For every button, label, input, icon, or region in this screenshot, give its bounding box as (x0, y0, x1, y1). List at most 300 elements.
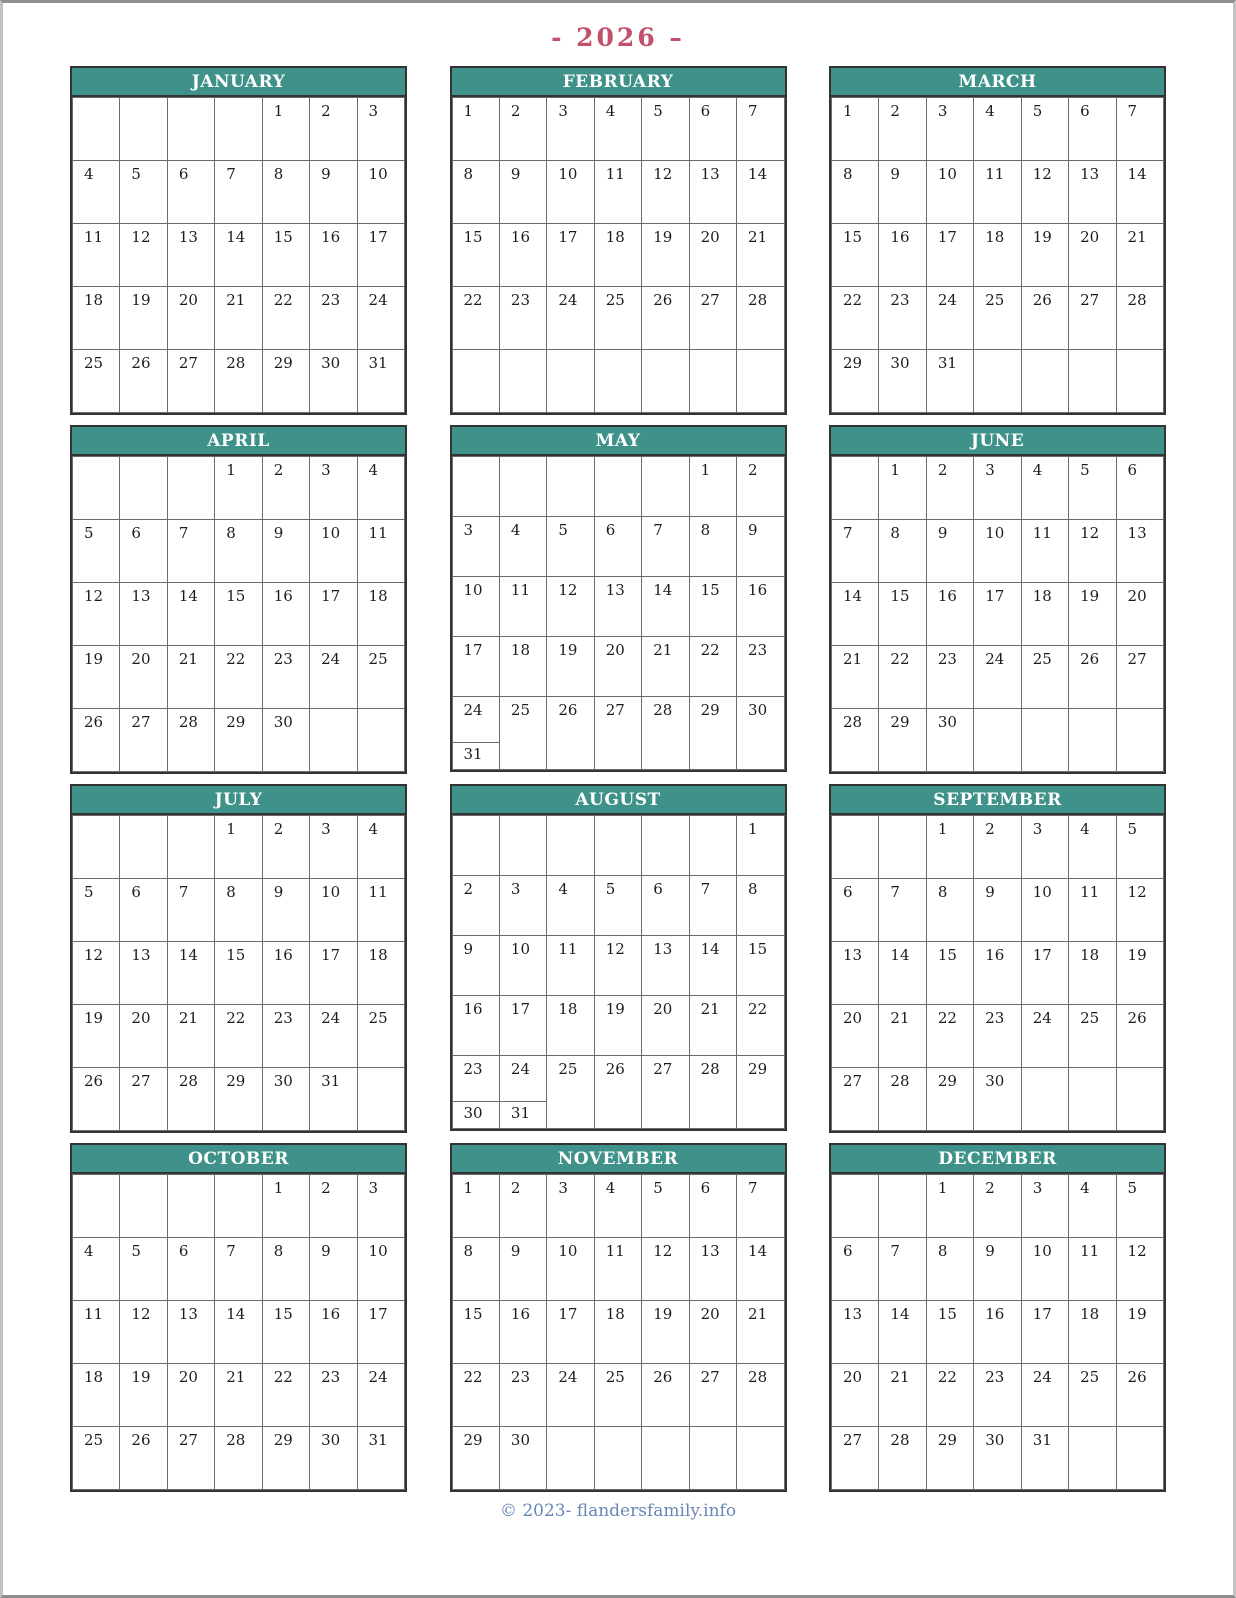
day-cell: 29 (926, 1427, 973, 1490)
day-cell: 16 (974, 942, 1021, 1005)
day-cell: 7 (737, 1175, 784, 1238)
day-cell: 17 (974, 583, 1021, 646)
day-cell: 10 (499, 936, 546, 996)
month-january (70, 66, 407, 415)
day-cell: 16 (974, 1301, 1021, 1364)
day-cell: 3 (357, 1175, 404, 1238)
day-cell: 28 (215, 1427, 262, 1490)
day-cell: 30 (737, 697, 784, 770)
month-name-label: DECEMBER (831, 1145, 1164, 1174)
day-cell: 25 (73, 1427, 120, 1490)
day-cell: 17 (1021, 1301, 1068, 1364)
day-cell: 2 (737, 457, 784, 517)
day-cell: 24 (310, 646, 357, 709)
day-cell: 30 (974, 1068, 1021, 1131)
day-cell: 26 (1021, 287, 1068, 350)
day-cell: 30 (262, 709, 309, 772)
day-cell: 16 (310, 1301, 357, 1364)
day-cell: 2 (310, 1175, 357, 1238)
day-cell: 26 (120, 350, 167, 413)
day-cell: 17 (547, 224, 594, 287)
day-cell: 3 (926, 98, 973, 161)
empty-day-cell (73, 816, 120, 879)
empty-day-cell (594, 816, 641, 876)
day-cell: 16 (499, 1301, 546, 1364)
day-cell: 8 (689, 517, 736, 577)
day-cell: 23 (499, 287, 546, 350)
day-cell: 10 (547, 1238, 594, 1301)
empty-day-cell (167, 98, 214, 161)
day-cell: 29 (879, 709, 926, 772)
day-cell: 1 (689, 457, 736, 517)
day-cell: 20 (1069, 224, 1116, 287)
month-day-grid (72, 815, 405, 1131)
day-cell: 28 (879, 1427, 926, 1490)
day-cell: 12 (642, 161, 689, 224)
day-cell: 17 (926, 224, 973, 287)
day-cell: 25 (357, 646, 404, 709)
day-cell: 18 (547, 996, 594, 1056)
day-cell: 12 (1116, 1238, 1163, 1301)
day-cell: 21 (832, 646, 879, 709)
day-cell: 8 (879, 520, 926, 583)
empty-day-cell (879, 1175, 926, 1238)
day-cell: 19 (1116, 942, 1163, 1005)
empty-day-cell (452, 816, 499, 876)
day-cell: 8 (926, 879, 973, 942)
day-cell: 18 (974, 224, 1021, 287)
day-cell: 25 (499, 697, 546, 770)
day-cell: 22 (452, 287, 499, 350)
empty-day-cell (547, 350, 594, 413)
day-cell: 25 (1069, 1005, 1116, 1068)
empty-day-cell (594, 350, 641, 413)
day-cell: 11 (73, 224, 120, 287)
day-cell: 13 (689, 161, 736, 224)
empty-day-cell (73, 98, 120, 161)
day-cell: 30 (452, 1102, 499, 1129)
day-cell: 10 (926, 161, 973, 224)
empty-day-cell (120, 816, 167, 879)
day-cell: 1 (832, 98, 879, 161)
empty-day-cell (167, 1175, 214, 1238)
day-cell: 17 (357, 1301, 404, 1364)
day-cell: 18 (1069, 942, 1116, 1005)
empty-day-cell (832, 1175, 879, 1238)
day-cell: 13 (120, 942, 167, 1005)
day-cell: 21 (737, 224, 784, 287)
day-cell: 6 (832, 879, 879, 942)
day-cell: 6 (120, 520, 167, 583)
day-cell: 1 (879, 457, 926, 520)
day-cell: 20 (832, 1364, 879, 1427)
month-name-label: FEBRUARY (452, 68, 785, 97)
day-cell: 14 (215, 224, 262, 287)
day-cell: 2 (974, 1175, 1021, 1238)
empty-day-cell (1116, 709, 1163, 772)
day-cell: 20 (594, 637, 641, 697)
empty-day-cell (1069, 1427, 1116, 1490)
month-name-label: NOVEMBER (452, 1145, 785, 1174)
empty-day-cell (832, 457, 879, 520)
day-cell: 20 (167, 1364, 214, 1427)
day-cell: 5 (1021, 98, 1068, 161)
day-cell: 28 (737, 1364, 784, 1427)
day-cell: 20 (120, 1005, 167, 1068)
empty-day-cell (879, 816, 926, 879)
day-cell: 21 (737, 1301, 784, 1364)
empty-day-cell (594, 457, 641, 517)
day-cell: 23 (737, 637, 784, 697)
day-cell: 20 (167, 287, 214, 350)
month-day-grid (831, 1174, 1164, 1490)
day-cell: 19 (1116, 1301, 1163, 1364)
day-cell: 15 (926, 1301, 973, 1364)
day-cell: 10 (310, 879, 357, 942)
day-cell: 14 (689, 936, 736, 996)
day-cell: 26 (120, 1427, 167, 1490)
day-cell: 15 (879, 583, 926, 646)
month-name-label: OCTOBER (72, 1145, 405, 1174)
day-cell: 4 (1021, 457, 1068, 520)
day-cell: 3 (357, 98, 404, 161)
day-cell: 21 (1116, 224, 1163, 287)
day-cell: 8 (452, 1238, 499, 1301)
month-day-grid (452, 1174, 785, 1490)
day-cell: 23 (452, 1056, 499, 1102)
day-cell: 27 (1116, 646, 1163, 709)
day-cell: 6 (689, 98, 736, 161)
empty-day-cell (1116, 1427, 1163, 1490)
day-cell: 24 (310, 1005, 357, 1068)
day-cell: 21 (167, 1005, 214, 1068)
day-cell: 14 (167, 942, 214, 1005)
day-cell: 29 (215, 1068, 262, 1131)
day-cell: 23 (974, 1364, 1021, 1427)
day-cell: 16 (310, 224, 357, 287)
day-cell: 31 (499, 1102, 546, 1129)
day-cell: 28 (642, 697, 689, 770)
day-cell: 16 (879, 224, 926, 287)
empty-day-cell (642, 816, 689, 876)
day-cell: 8 (926, 1238, 973, 1301)
day-cell: 10 (357, 1238, 404, 1301)
month-name-label: AUGUST (452, 786, 785, 815)
day-cell: 9 (310, 161, 357, 224)
day-cell: 24 (1021, 1005, 1068, 1068)
day-cell: 15 (832, 224, 879, 287)
day-cell: 12 (1021, 161, 1068, 224)
day-cell: 7 (832, 520, 879, 583)
day-cell: 26 (1116, 1364, 1163, 1427)
day-cell: 5 (642, 98, 689, 161)
empty-day-cell (974, 350, 1021, 413)
day-cell: 14 (879, 942, 926, 1005)
day-cell: 26 (594, 1056, 641, 1129)
day-cell: 26 (547, 697, 594, 770)
day-cell: 23 (262, 1005, 309, 1068)
day-cell: 5 (1116, 1175, 1163, 1238)
day-cell: 15 (452, 224, 499, 287)
day-cell: 22 (262, 1364, 309, 1427)
empty-day-cell (452, 457, 499, 517)
day-cell: 15 (215, 942, 262, 1005)
month-day-grid (72, 456, 405, 772)
empty-day-cell (120, 457, 167, 520)
month-day-grid (831, 815, 1164, 1131)
day-cell: 5 (1116, 816, 1163, 879)
empty-day-cell (594, 1427, 641, 1490)
day-cell: 21 (215, 1364, 262, 1427)
day-cell: 20 (1116, 583, 1163, 646)
day-cell: 6 (1069, 98, 1116, 161)
day-cell: 9 (974, 879, 1021, 942)
empty-day-cell (1116, 1068, 1163, 1131)
day-cell: 15 (215, 583, 262, 646)
empty-day-cell (547, 816, 594, 876)
month-day-grid (452, 815, 785, 1129)
day-cell: 14 (737, 161, 784, 224)
day-cell: 22 (215, 646, 262, 709)
day-cell: 18 (1069, 1301, 1116, 1364)
empty-day-cell (642, 350, 689, 413)
day-cell: 7 (737, 98, 784, 161)
day-cell: 25 (974, 287, 1021, 350)
day-cell: 3 (1021, 816, 1068, 879)
day-cell: 9 (262, 879, 309, 942)
day-cell: 12 (73, 942, 120, 1005)
day-cell: 7 (215, 1238, 262, 1301)
day-cell: 25 (1021, 646, 1068, 709)
day-cell: 20 (832, 1005, 879, 1068)
day-cell: 14 (167, 583, 214, 646)
empty-day-cell (1069, 709, 1116, 772)
day-cell: 23 (879, 287, 926, 350)
day-cell: 4 (547, 876, 594, 936)
month-name-label: SEPTEMBER (831, 786, 1164, 815)
empty-day-cell (832, 816, 879, 879)
day-cell: 29 (262, 1427, 309, 1490)
months-grid (70, 66, 1166, 1492)
day-cell: 12 (73, 583, 120, 646)
day-cell: 18 (1021, 583, 1068, 646)
day-cell: 7 (879, 1238, 926, 1301)
day-cell: 17 (499, 996, 546, 1056)
day-cell: 21 (879, 1005, 926, 1068)
month-december (829, 1143, 1166, 1492)
day-cell: 11 (547, 936, 594, 996)
day-cell: 1 (452, 1175, 499, 1238)
day-cell: 11 (594, 161, 641, 224)
day-cell: 3 (452, 517, 499, 577)
day-cell: 3 (499, 876, 546, 936)
day-cell: 26 (642, 1364, 689, 1427)
empty-day-cell (547, 1427, 594, 1490)
day-cell: 18 (73, 1364, 120, 1427)
day-cell: 19 (120, 287, 167, 350)
day-cell: 6 (167, 1238, 214, 1301)
day-cell: 2 (926, 457, 973, 520)
day-cell: 22 (689, 637, 736, 697)
day-cell: 25 (594, 287, 641, 350)
empty-day-cell (357, 1068, 404, 1131)
day-cell: 3 (547, 1175, 594, 1238)
day-cell: 7 (167, 879, 214, 942)
day-cell: 9 (310, 1238, 357, 1301)
empty-day-cell (120, 98, 167, 161)
day-cell: 17 (357, 224, 404, 287)
day-cell: 14 (879, 1301, 926, 1364)
day-cell: 17 (310, 942, 357, 1005)
day-cell: 1 (926, 1175, 973, 1238)
month-day-grid (452, 456, 785, 770)
month-day-grid (831, 97, 1164, 413)
day-cell: 9 (499, 161, 546, 224)
day-cell: 14 (737, 1238, 784, 1301)
day-cell: 12 (120, 224, 167, 287)
day-cell: 27 (689, 287, 736, 350)
empty-day-cell (1021, 709, 1068, 772)
day-cell: 26 (1069, 646, 1116, 709)
day-cell: 23 (974, 1005, 1021, 1068)
day-cell: 4 (594, 1175, 641, 1238)
day-cell: 21 (642, 637, 689, 697)
day-cell: 16 (262, 942, 309, 1005)
day-cell: 6 (594, 517, 641, 577)
day-cell: 3 (310, 457, 357, 520)
month-day-grid (452, 97, 785, 413)
empty-day-cell (1116, 350, 1163, 413)
day-cell: 28 (879, 1068, 926, 1131)
day-cell: 27 (120, 709, 167, 772)
day-cell: 29 (689, 697, 736, 770)
day-cell: 22 (737, 996, 784, 1056)
day-cell: 30 (310, 1427, 357, 1490)
day-cell: 10 (547, 161, 594, 224)
day-cell: 24 (926, 287, 973, 350)
day-cell: 18 (73, 287, 120, 350)
day-cell: 10 (310, 520, 357, 583)
day-cell: 29 (215, 709, 262, 772)
day-cell: 24 (357, 1364, 404, 1427)
day-cell: 7 (215, 161, 262, 224)
day-cell: 26 (1116, 1005, 1163, 1068)
day-cell: 30 (310, 350, 357, 413)
day-cell: 12 (120, 1301, 167, 1364)
day-cell: 24 (1021, 1364, 1068, 1427)
day-cell: 19 (1021, 224, 1068, 287)
day-cell: 8 (262, 161, 309, 224)
day-cell: 27 (832, 1427, 879, 1490)
day-cell: 4 (974, 98, 1021, 161)
day-cell: 18 (499, 637, 546, 697)
day-cell: 3 (547, 98, 594, 161)
day-cell: 26 (642, 287, 689, 350)
day-cell: 1 (926, 816, 973, 879)
day-cell: 2 (499, 98, 546, 161)
day-cell: 24 (357, 287, 404, 350)
month-day-grid (72, 97, 405, 413)
day-cell: 28 (167, 1068, 214, 1131)
day-cell: 2 (452, 876, 499, 936)
empty-day-cell (215, 98, 262, 161)
day-cell: 12 (642, 1238, 689, 1301)
day-cell: 13 (167, 1301, 214, 1364)
day-cell: 9 (737, 517, 784, 577)
day-cell: 22 (926, 1005, 973, 1068)
day-cell: 23 (310, 1364, 357, 1427)
day-cell: 3 (310, 816, 357, 879)
day-cell: 22 (215, 1005, 262, 1068)
day-cell: 9 (262, 520, 309, 583)
day-cell: 15 (262, 224, 309, 287)
day-cell: 28 (689, 1056, 736, 1129)
empty-day-cell (357, 709, 404, 772)
day-cell: 10 (1021, 1238, 1068, 1301)
month-day-grid (72, 1174, 405, 1490)
day-cell: 14 (832, 583, 879, 646)
day-cell: 2 (262, 457, 309, 520)
day-cell: 13 (1069, 161, 1116, 224)
day-cell: 21 (215, 287, 262, 350)
empty-day-cell (499, 350, 546, 413)
empty-day-cell (120, 1175, 167, 1238)
empty-day-cell (689, 816, 736, 876)
empty-day-cell (73, 457, 120, 520)
day-cell: 2 (974, 816, 1021, 879)
day-cell: 31 (357, 350, 404, 413)
month-name-label: MARCH (831, 68, 1164, 97)
day-cell: 19 (1069, 583, 1116, 646)
day-cell: 19 (547, 637, 594, 697)
empty-day-cell (974, 709, 1021, 772)
day-cell: 24 (452, 697, 499, 743)
day-cell: 1 (262, 98, 309, 161)
day-cell: 11 (73, 1301, 120, 1364)
day-cell: 31 (357, 1427, 404, 1490)
day-cell: 8 (452, 161, 499, 224)
month-name-label: APRIL (72, 427, 405, 456)
day-cell: 17 (310, 583, 357, 646)
empty-day-cell (737, 350, 784, 413)
day-cell: 11 (1069, 879, 1116, 942)
month-name-label: JANUARY (72, 68, 405, 97)
day-cell: 31 (926, 350, 973, 413)
day-cell: 19 (120, 1364, 167, 1427)
day-cell: 7 (1116, 98, 1163, 161)
day-cell: 9 (499, 1238, 546, 1301)
empty-day-cell (452, 350, 499, 413)
day-cell: 4 (357, 816, 404, 879)
day-cell: 28 (737, 287, 784, 350)
day-cell: 19 (642, 1301, 689, 1364)
day-cell: 12 (1069, 520, 1116, 583)
month-july (70, 784, 407, 1133)
day-cell: 1 (737, 816, 784, 876)
day-cell: 13 (832, 942, 879, 1005)
day-cell: 22 (879, 646, 926, 709)
day-cell: 27 (594, 697, 641, 770)
day-cell: 27 (167, 1427, 214, 1490)
day-cell: 21 (167, 646, 214, 709)
day-cell: 15 (926, 942, 973, 1005)
day-cell: 27 (167, 350, 214, 413)
day-cell: 9 (974, 1238, 1021, 1301)
day-cell: 15 (737, 936, 784, 996)
day-cell: 10 (452, 577, 499, 637)
empty-day-cell (737, 1427, 784, 1490)
day-cell: 8 (215, 520, 262, 583)
